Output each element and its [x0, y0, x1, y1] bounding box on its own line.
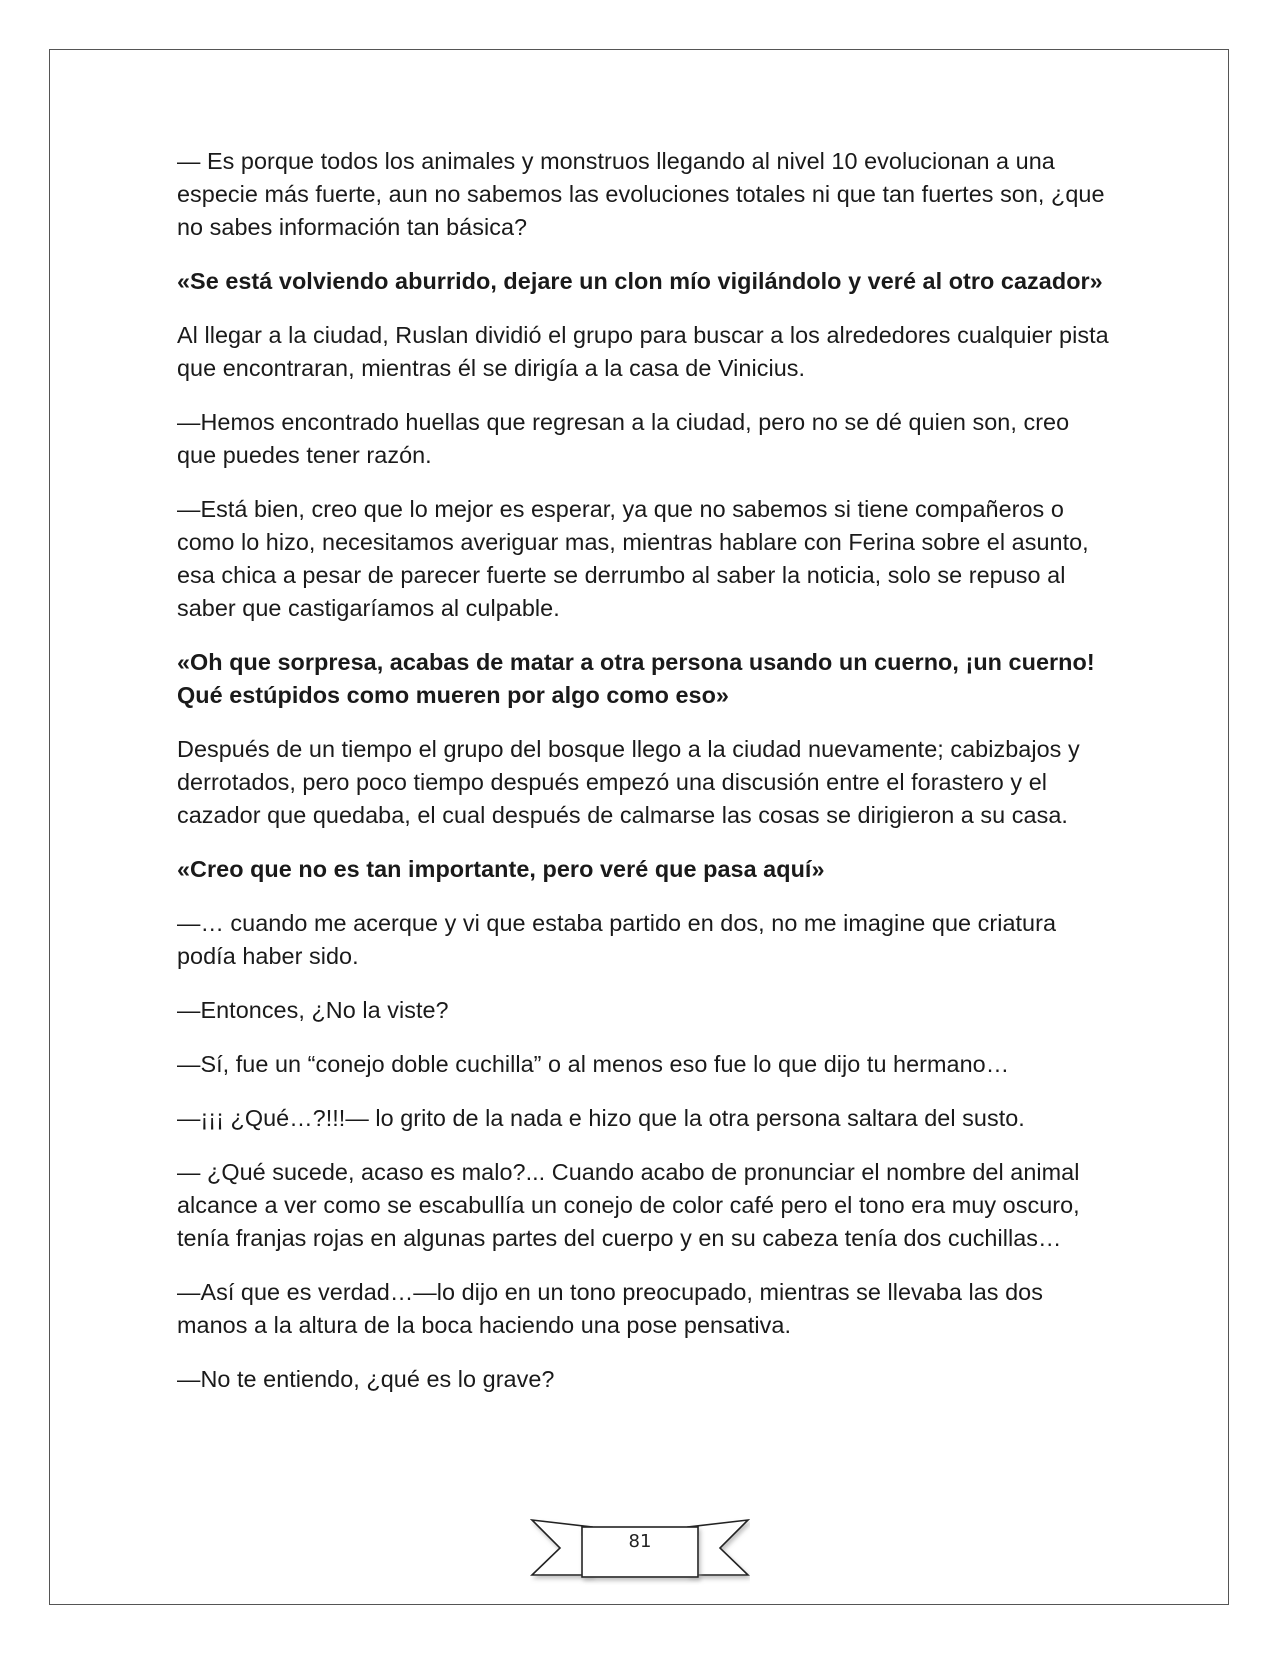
thought-paragraph: «Creo que no es tan importante, pero veré que pasa aquí» [177, 856, 825, 882]
paragraph: —Sí, fue un “conejo doble cuchilla” o al menos eso fue lo que dijo tu hermano… [177, 1051, 1010, 1077]
paragraph: —Está bien, creo que lo mejor es esperar, ya que no sabemos si tiene compañeros o como lo hizo, necesitamos averiguar mas, mientras hablare con Ferina sobre el asunto, esa chica a pesar de parecer fuerte se derrumbo al saber la noticia, solo se repuso al saber que castigaríamos al culpable. [177, 496, 1089, 621]
paragraph: Después de un tiempo el grupo del bosque llego a la ciudad nuevamente; cabizbajos y derrotados, pero poco tiempo después empezó una discusión entre el forastero y el cazador que quedaba, el cual después de calmarse las cosas se dirigieron a su casa. [177, 736, 1080, 828]
paragraph: —Así que es verdad…—lo dijo en un tono preocupado, mientras se llevaba las dos manos a la altura de la boca haciendo una pose pensativa. [177, 1279, 1043, 1338]
paragraph: Al llegar a la ciudad, Ruslan dividió el grupo para buscar a los alrededores cualquier pista que encontraran, mientras él se dirigía a la casa de Vinicius. [177, 322, 1109, 381]
thought-paragraph: «Oh que sorpresa, acabas de matar a otra persona usando un cuerno, ¡un cuerno! Qué estúpidos como mueren por algo como eso» [177, 649, 1095, 708]
thought-paragraph: «Se está volviendo aburrido, dejare un clon mío vigilándolo y veré al otro cazador» [177, 268, 1103, 294]
paragraph: — ¿Qué sucede, acaso es malo?... Cuando acabo de pronunciar el nombre del animal alcance a ver como se escabullía un conejo de color café pero el tono era muy oscuro, tenía franjas rojas en algunas partes del cuerpo y en su cabeza tenía dos cuchillas… [177, 1159, 1080, 1251]
paragraph: —No te entiendo, ¿qué es lo grave? [177, 1366, 555, 1392]
paragraph: —Hemos encontrado huellas que regresan a la ciudad, pero no se dé quien son, creo que puedes tener razón. [177, 409, 1070, 468]
page-number-ribbon [530, 1515, 750, 1585]
text-body [177, 145, 1112, 1417]
paragraph: —¡¡¡ ¿Qué…?!!!— lo grito de la nada e hizo que la otra persona saltara del susto. [177, 1105, 1025, 1131]
page-number: 81 [628, 1531, 652, 1552]
paragraph: —Entonces, ¿No la viste? [177, 997, 449, 1023]
paragraph: — Es porque todos los animales y monstruos llegando al nivel 10 evolucionan a una especie más fuerte, aun no sabemos las evoluciones totales ni que tan fuertes son, ¿que no sabes información tan básica? [177, 148, 1105, 240]
paragraph: —… cuando me acerque y vi que estaba partido en dos, no me imagine que criatura podía haber sido. [177, 910, 1057, 969]
